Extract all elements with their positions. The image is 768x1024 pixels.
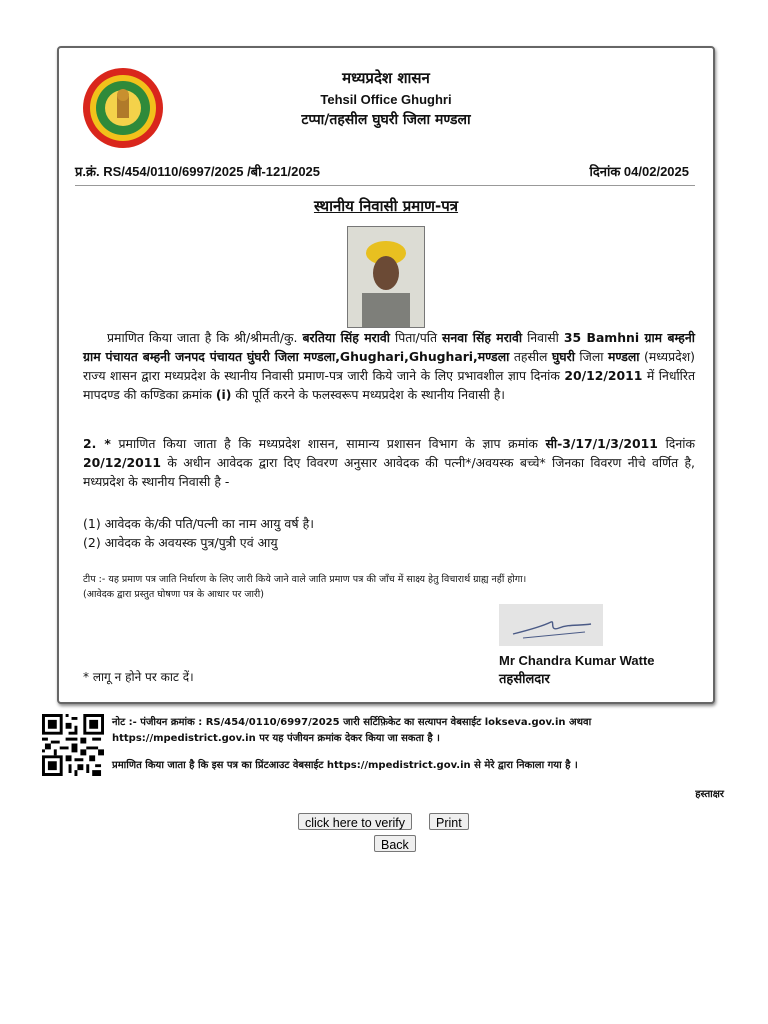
footnote: * लागू न होने पर काट दें। <box>83 670 194 684</box>
signatory-designation: तहसीलदार <box>499 671 550 686</box>
signatory-name: Mr Chandra Kumar Watte <box>499 653 655 668</box>
divider <box>75 185 695 186</box>
signatory-block <box>499 652 655 688</box>
tip-note: टीप :- यह प्रमाण पत्र जाति निर्धारण के लिए जारी किये जाने वाले जाति प्रमाण पत्र की जाँच में साक्ष्य हेतु विचारार्थ ग्राह्य नहीं होगा। (आवेदक द्वारा प्रस्तुत घोषणा पत्र के आधार पर जारी) <box>83 574 527 600</box>
certificate-frame <box>57 46 715 704</box>
signature-label: हस्ताक्षर <box>695 789 724 800</box>
signature-image <box>499 604 603 646</box>
district-name: मण्डला <box>607 349 640 364</box>
applicant-name: बरतिया सिंह मरावी <box>302 330 391 345</box>
verification-note: नोट :- पंजीयन क्रमांक : RS/454/0110/6997/2025 जारी सर्टिफ़िकेट का सत्यापन वेबसाईट lokseva.gov.in अथवा https://mpedistrict.gov.in पर यह पंजीयन क्रमांक देकर किया जा सकता है । <box>112 717 592 744</box>
govt-heading: मध्यप्रदेश शासन <box>342 69 430 87</box>
reference-row <box>75 162 695 180</box>
verify-button[interactable]: click here to verify <box>298 813 412 830</box>
list-item: (1) आवेदक के/की पति/पत्नी का नाम आयु वर्ष है। <box>83 516 314 531</box>
printout-statement: प्रमाणित किया जाता है कि इस पत्र का प्रिंटआउट वेबसाईट https://mpedistrict.gov.in से मेरे द्वारा निकाला गया है । <box>112 760 578 771</box>
dependents-list <box>83 514 314 552</box>
office-name: Tehsil Office Ghughri <box>320 92 452 107</box>
tehsil-district-line: टप्पा/तहसील घुघरी जिला मण्डला <box>301 112 471 128</box>
certificate-title: स्थानीय निवासी प्रमाण-पत्र <box>313 197 459 215</box>
back-button[interactable]: Back <box>374 835 416 852</box>
residence-address: 35 Bamhni ग्राम बम्हनी ग्राम पंचायत बम्हनी जनपद पंचायत घुंघरी जिला मण्डला,Ghughari,Ghughari,मण्डला <box>83 330 695 364</box>
certification-paragraph-2: 2. * प्रमाणित किया जाता है कि मध्यप्रदेश शासन, सामान्य प्रशासन विभाग के ज्ञाप क्रमांक सी-3/17/1/3/2011 दिनांक 20/12/2011 के अधीन आवेदक द्वारा दिए विवरण अनुसार आवेदक की पत्नी*/अवयस्क बच्चे* जिनका विवरण नीचे वर्णित है, मध्यप्रदेश के स्थानीय निवासी है - <box>83 436 695 489</box>
list-item: (2) आवेदक के अवयस्क पुत्र/पुत्री एवं आयु <box>83 535 278 550</box>
applicant-photo <box>347 226 425 328</box>
issue-date: दिनांक 04/02/2025 <box>589 164 689 179</box>
print-button[interactable]: Print <box>429 813 469 830</box>
qr-code <box>42 714 104 776</box>
father-name: सनवा सिंह मरावी <box>442 330 523 345</box>
reference-number: प्र.क्रं. RS/454/0110/6997/2025 /बी-121/2025 <box>75 164 321 179</box>
tehsil-name: घुघरी <box>551 349 575 364</box>
certification-paragraph-1: प्रमाणित किया जाता है कि श्री/श्रीमती/कु. बरतिया सिंह मरावी पिता/पति सनवा सिंह मरावी निवासी 35 Bamhni ग्राम बम्हनी ग्राम पंचायत बम्हनी जनपद पंचायत घुंघरी जिला मण्डला,Ghughari,Ghughari,मण्डला तहसील घुघरी जिला मण्डला (मध्यप्रदेश) राज्य शासन द्वारा मध्यप्रदेश के स्थानीय निवासी प्रमाण-पत्र जारी किये जाने के लिए प्रभावशील ज्ञाप दिनांक 20/12/2011 में निर्धारित मापदण्ड की कण्डिका क्रमांक (i) की पूर्ति करने के फलस्वरूप मध्यप्रदेश के स्थानीय निवासी है। <box>83 330 696 402</box>
